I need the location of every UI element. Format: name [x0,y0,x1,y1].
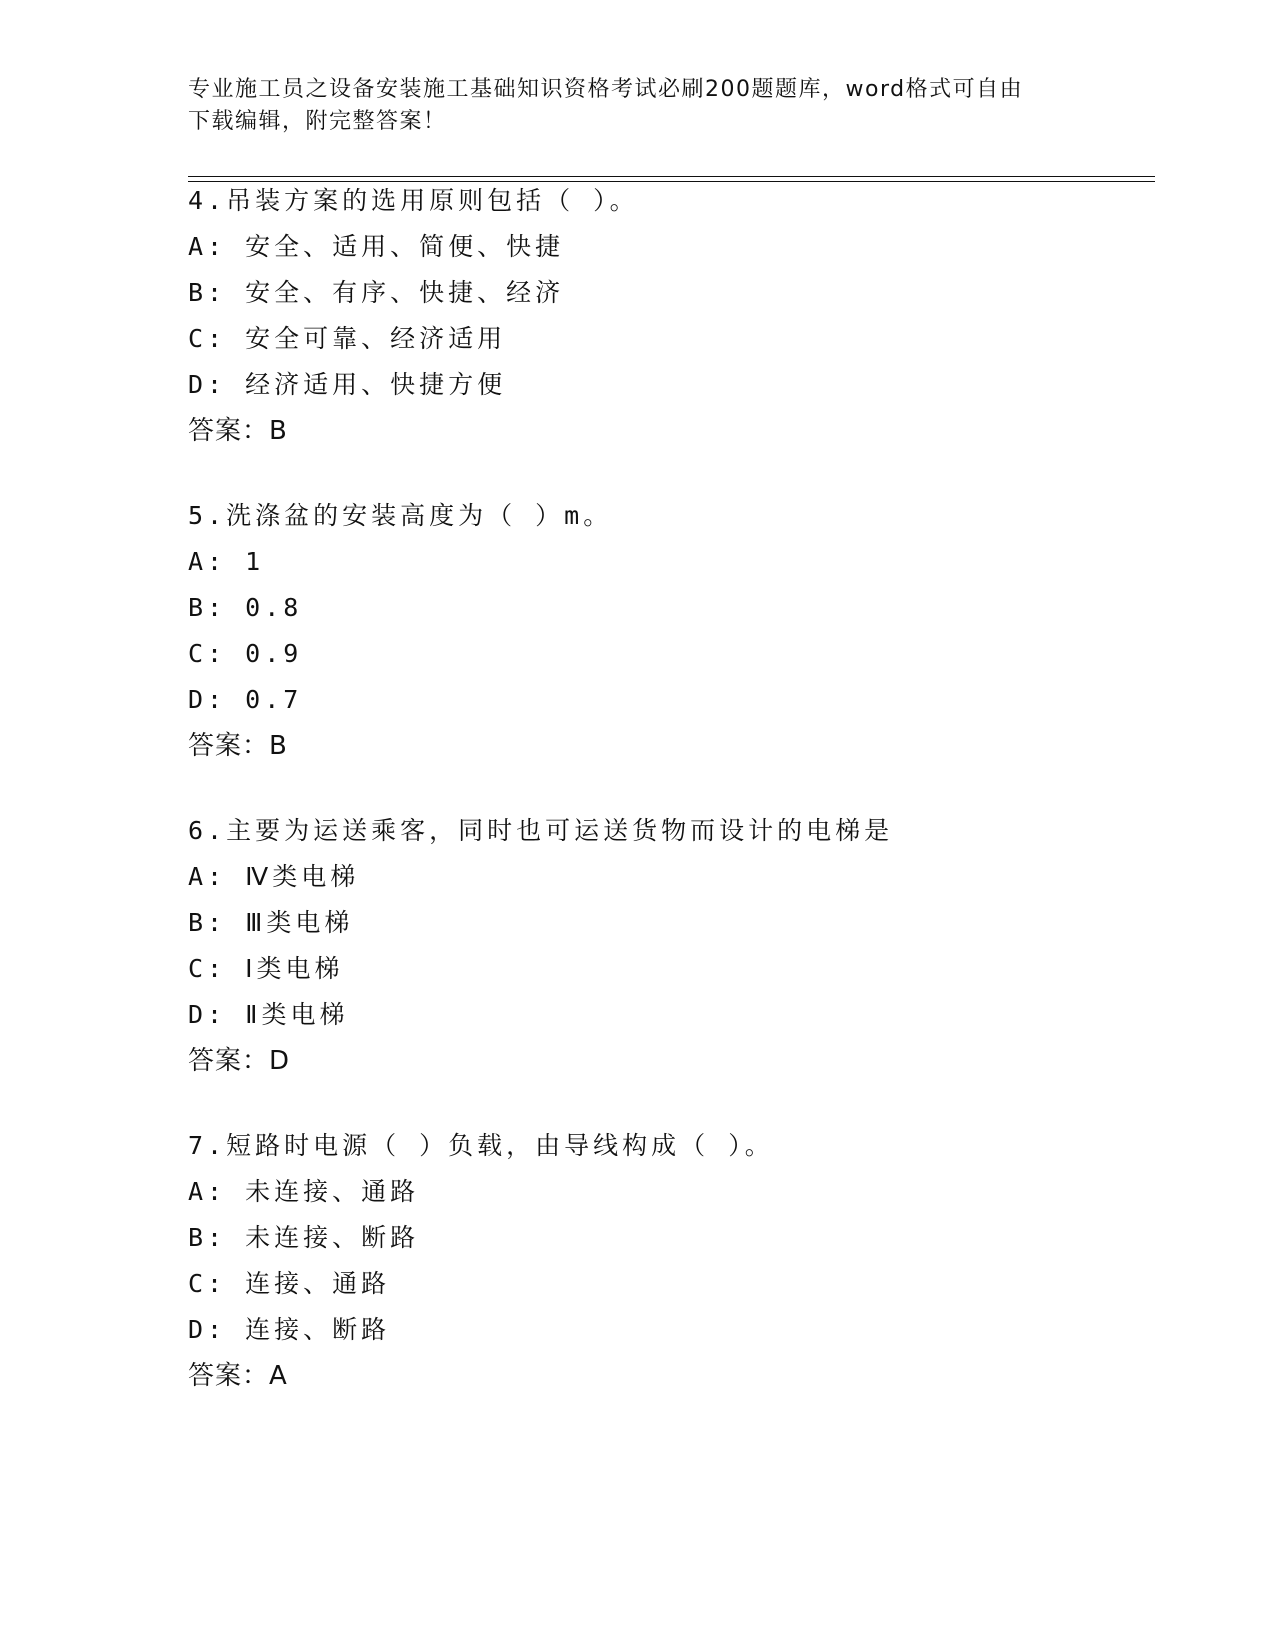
answer-value: B [269,416,288,446]
document-header [188,74,1088,138]
header-rule-top [188,176,1155,177]
option-a: A: 1 [188,547,265,576]
answer-line [188,1038,1148,1084]
question-5 [188,493,1148,769]
question-title: 6.主要为运送乘客，同时也可运送货物而设计的电梯是 [188,816,894,845]
answer-label: 答案： [188,731,270,761]
header-line-1: 专业施工员之设备安装施工基础知识资格考试必刷200题题库，word格式可自由 [188,77,1024,102]
option-a: A: 安全、适用、简便、快捷 [188,232,565,261]
answer-value: D [269,1046,291,1076]
header-line-2: 下载编辑，附完整答案！ [188,109,447,134]
option-a: A: 未连接、通路 [188,1177,420,1206]
option-d: D: Ⅱ类电梯 [188,1000,349,1029]
answer-label: 答案： [188,1361,270,1391]
answer-line [188,723,1148,769]
option-c: C: Ⅰ类电梯 [188,954,344,983]
option-b: B: 未连接、断路 [188,1223,420,1252]
option-d: D: 经济适用、快捷方便 [188,370,507,399]
question-title: 4.吊装方案的选用原则包括（ ）。 [188,186,639,215]
option-a: A: Ⅳ类电梯 [188,862,360,891]
answer-value: B [269,731,288,761]
answer-value: A [269,1361,288,1391]
answer-label: 答案： [188,416,270,446]
option-b: B: 0.8 [188,593,303,622]
option-c: C: 0.9 [188,639,303,668]
question-title: 7.短路时电源（ ）负载，由导线构成（ ）。 [188,1131,774,1160]
question-title: 5.洗涤盆的安装高度为（ ）m。 [188,501,613,530]
option-d: D: 连接、断路 [188,1315,391,1344]
option-d: D: 0.7 [188,685,303,714]
option-c: C: 连接、通路 [188,1269,391,1298]
question-7 [188,1123,1148,1399]
question-6 [188,808,1148,1084]
answer-line [188,408,1148,454]
option-b: B: Ⅲ类电梯 [188,908,354,937]
option-c: C: 安全可靠、经济适用 [188,324,507,353]
answer-label: 答案： [188,1046,270,1076]
answer-line [188,1353,1148,1399]
option-b: B: 安全、有序、快捷、经济 [188,278,565,307]
question-4 [188,178,1148,454]
